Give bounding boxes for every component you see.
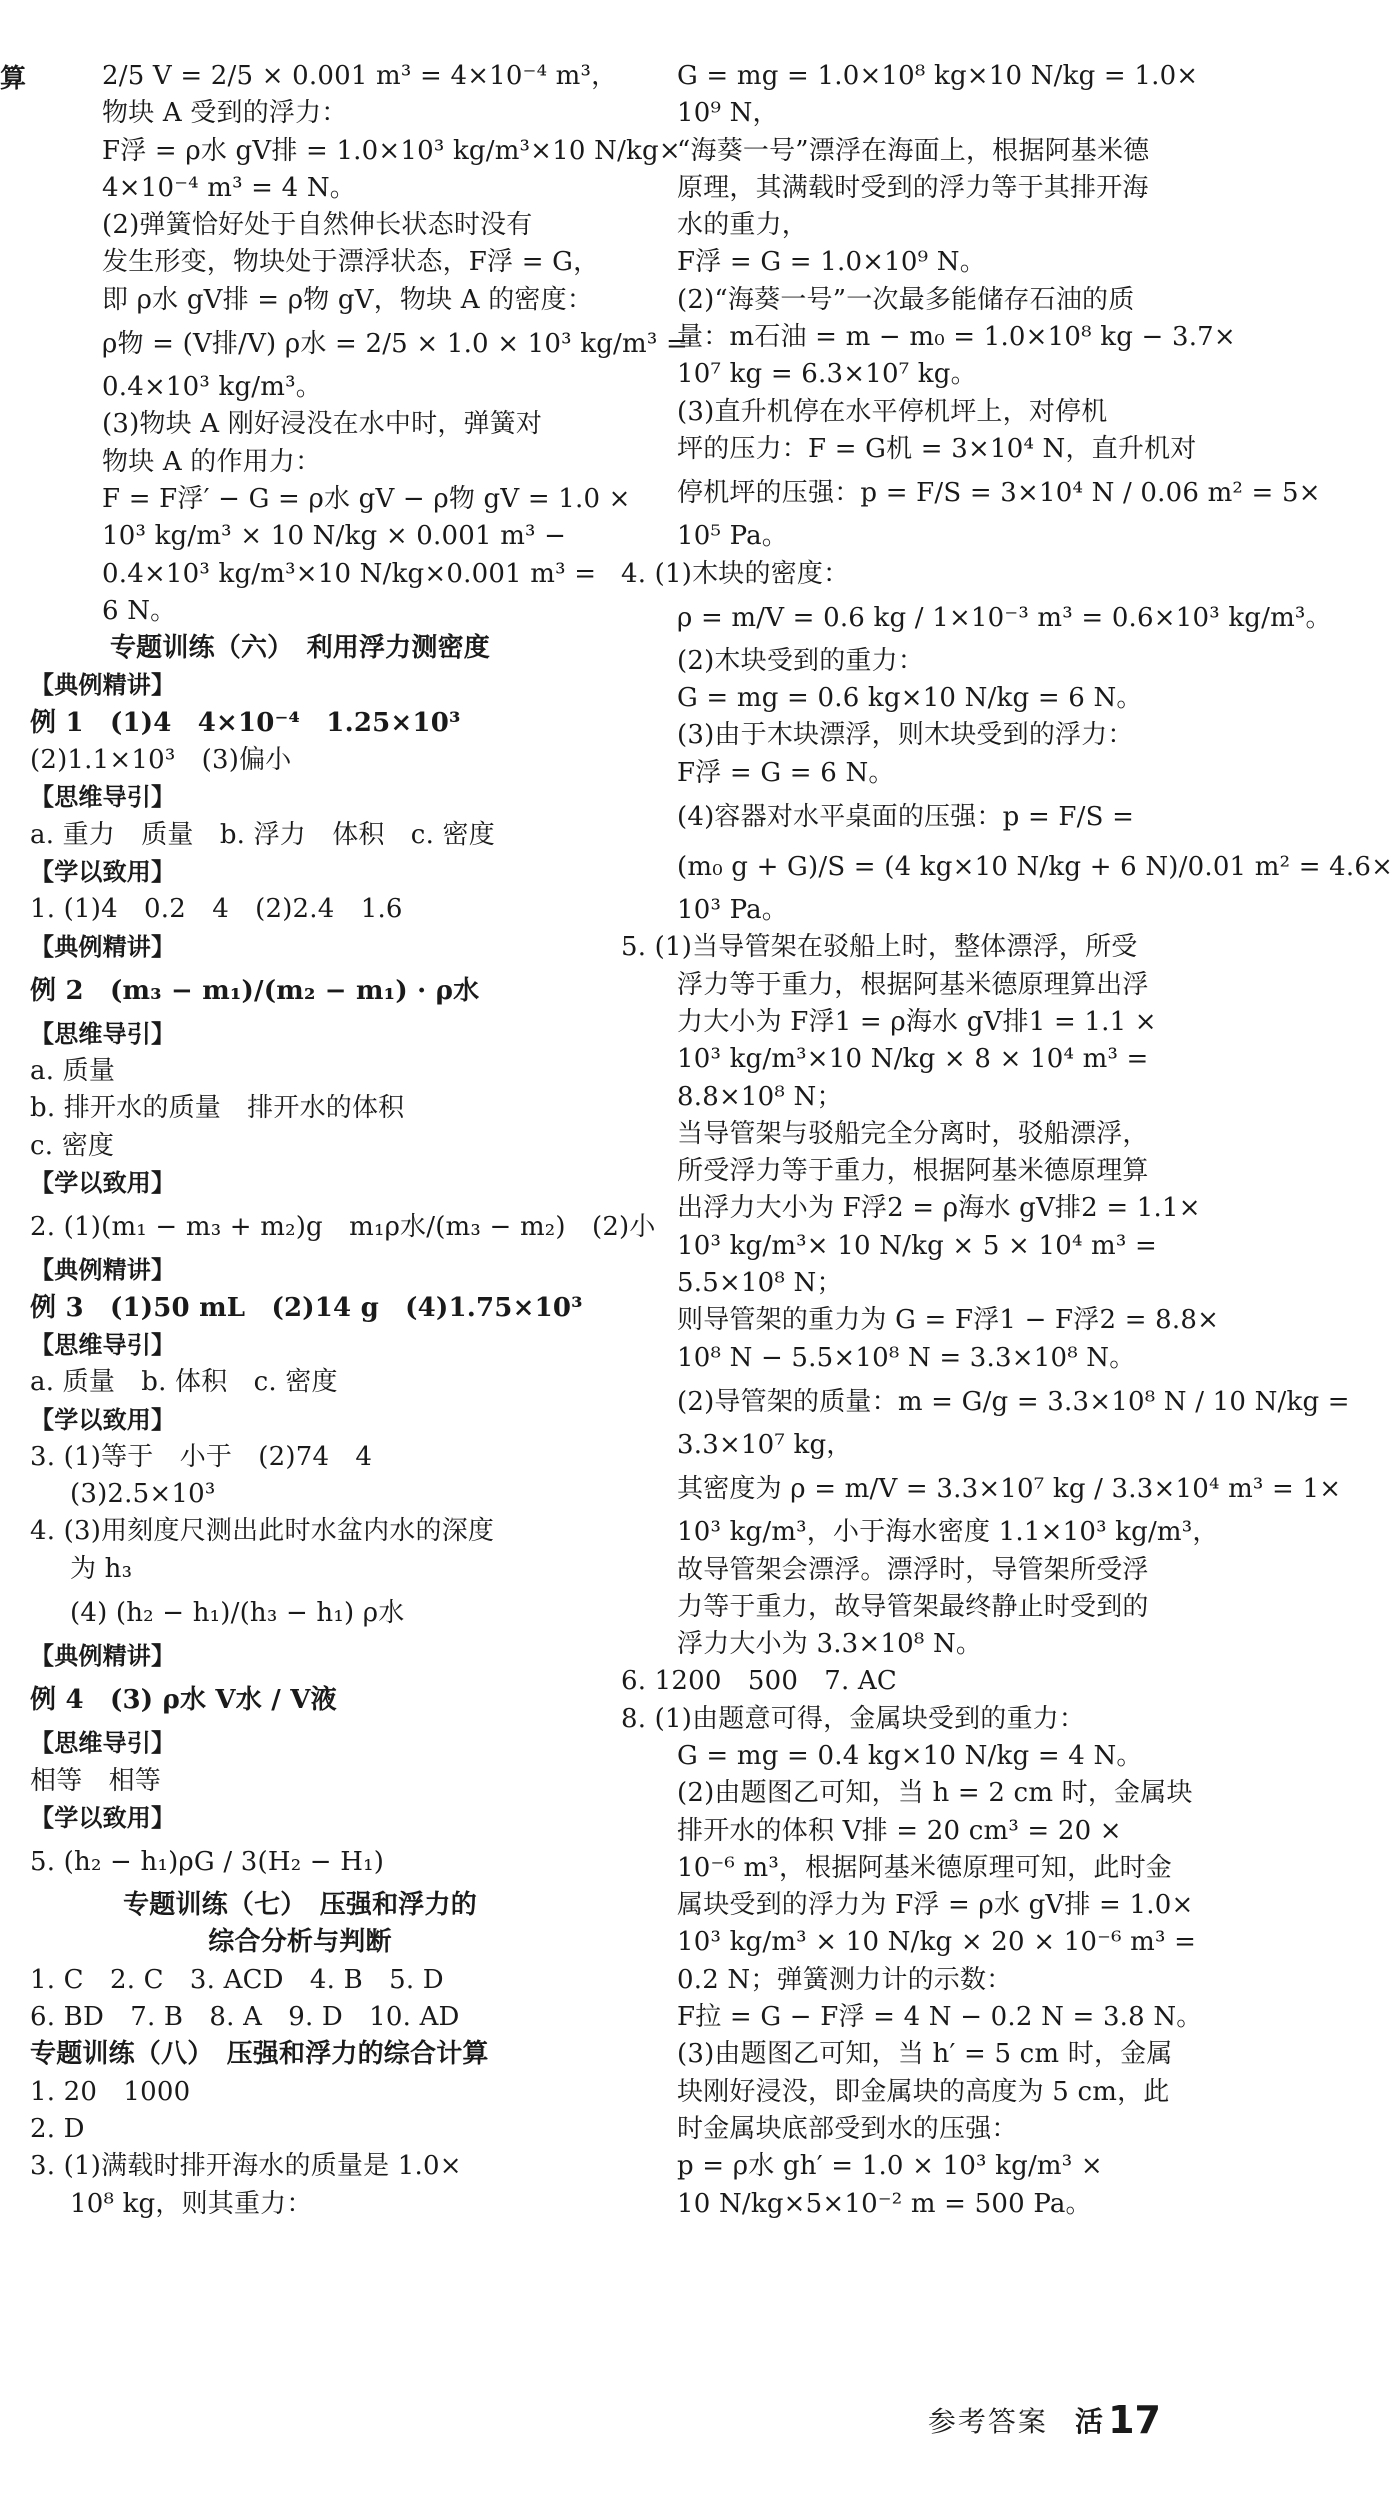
text-line: 【学以致用】 xyxy=(30,1803,176,1832)
text-line: (4) (h₂ − h₁)/(h₃ − h₁) ρ水 xyxy=(70,1597,405,1628)
text-line: 故导管架会漂浮。漂浮时，导管架所受浮 xyxy=(677,1554,1149,1585)
text-line: 10⁵ Pa。 xyxy=(677,521,788,552)
text-line: 1. C 2. C 3. ACD 4. B 5. D xyxy=(30,1964,444,1995)
text-line: 【思维导引】 xyxy=(30,1330,176,1359)
text-line: 2. (1)(m₁ − m₃ + m₂)g m₁ρ水/(m₃ − m₂) (2)小 xyxy=(30,1212,656,1243)
text-line: “海葵一号”漂浮在海面上，根据阿基米德 xyxy=(677,135,1150,166)
text-line: 例 2 (m₃ − m₁)/(m₂ − m₁) · ρ水 xyxy=(30,975,480,1006)
text-line: G = mg = 1.0×10⁸ kg×10 N/kg = 1.0× xyxy=(677,61,1199,91)
text-line: a. 重力 质量 b. 浮力 体积 c. 密度 xyxy=(30,819,495,850)
text-line: (3)直升机停在水平停机坪上，对停机 xyxy=(677,396,1108,427)
text-line: 发生形变，物块处于漂浮状态，F浮 = G， xyxy=(102,247,600,278)
text-line: 例 3 (1)50 mL (2)14 g (4)1.75×10³ xyxy=(30,1292,583,1323)
text-line: 【思维导引】 xyxy=(30,1729,176,1758)
text-line: 专题训练（八） 压强和浮力的综合计算 xyxy=(30,2039,489,2070)
text-line: 10⁹ N， xyxy=(677,98,779,129)
text-line: 6. 1200 500 7. AC xyxy=(621,1666,898,1697)
text-line: 10³ kg/m³×10 N/kg × 8 × 10⁴ m³ = xyxy=(677,1044,1149,1075)
text-line: ρ = m/V = 0.6 kg / 1×10⁻³ m³ = 0.6×10³ kg/m³。 xyxy=(677,602,1332,633)
text-line: (3)2.5×10³ xyxy=(70,1479,216,1510)
text-line: 【典例精讲】 xyxy=(30,671,176,700)
text-line: 浮力等于重力，根据阿基米德原理算出浮 xyxy=(677,969,1149,1000)
text-line: 4. (1)木块的密度： xyxy=(621,558,850,589)
text-line: 6 N。 xyxy=(102,595,177,626)
footer-brand: 活 xyxy=(1075,2405,1104,2438)
text-line: 原理，其满载时受到的浮力等于其排开海 xyxy=(677,172,1149,203)
text-line: (2)木块受到的重力： xyxy=(677,645,925,676)
text-line: (m₀ g + G)/S = (4 kg×10 N/kg + 6 N)/0.01 m² = 4.6× xyxy=(677,852,1393,883)
text-line: 物块 A 的作用力： xyxy=(102,446,322,477)
text-line: 1. 20 1000 xyxy=(30,2076,191,2107)
text-line: (2)由题图乙可知，当 h = 2 cm 时，金属块 xyxy=(677,1778,1193,1809)
text-line: 【学以致用】 xyxy=(30,857,176,886)
text-line: 10³ Pa。 xyxy=(677,895,788,926)
text-line: a. 质量 b. 体积 c. 密度 xyxy=(30,1367,338,1398)
text-line: 例 1 (1)4 4×10⁻⁴ 1.25×10³ xyxy=(30,707,461,738)
text-line: 为 h₃ xyxy=(70,1553,133,1584)
text-line: 3. (1)等于 小于 (2)74 4 xyxy=(30,1441,373,1472)
text-line: b. 排开水的质量 排开水的体积 xyxy=(30,1093,405,1124)
text-line: 则导管架的重力为 G = F浮1 − F浮2 = 8.8× xyxy=(677,1305,1220,1336)
text-line: 出浮力大小为 F浮2 = ρ海水 gV排2 = 1.1× xyxy=(677,1193,1201,1224)
text-line: 时金属块底部受到水的压强： xyxy=(677,2113,1018,2144)
text-line: 【典例精讲】 xyxy=(30,1641,176,1670)
text-line: 10⁷ kg = 6.3×10⁷ kg。 xyxy=(677,359,977,390)
text-line: (2)导管架的质量：m = G/g = 3.3×10⁸ N / 10 N/kg = xyxy=(677,1386,1350,1417)
text-line: 浮力大小为 3.3×10⁸ N。 xyxy=(677,1629,983,1660)
text-line: F浮 = G = 6 N。 xyxy=(677,757,895,788)
footer-label: 参考答案 xyxy=(927,2405,1048,2438)
text-line: F浮 = G = 1.0×10⁹ N。 xyxy=(677,247,986,278)
left-column xyxy=(30,58,688,2223)
text-line: 相等 相等 xyxy=(30,1765,162,1796)
text-line: 【典例精讲】 xyxy=(30,932,176,961)
text-line: 4. (3)用刻度尺测出此时水盆内水的深度 xyxy=(30,1516,495,1547)
text-line: (2)1.1×10³ (3)偏小 xyxy=(30,745,292,776)
text-line: (2)“海葵一号”一次最多能储存石油的质 xyxy=(677,284,1135,315)
text-line: 3. (1)满载时排开海水的质量是 1.0× xyxy=(30,2151,462,2182)
text-line: 所受浮力等于重力，根据阿基米德原理算 xyxy=(677,1156,1149,1187)
text-line: 【思维导引】 xyxy=(30,783,176,812)
text-line: F = F浮′ − G = ρ水 gV − ρ物 gV = 1.0 × xyxy=(102,483,631,514)
page-footer xyxy=(928,2398,1161,2442)
text-line: 6. BD 7. B 8. A 9. D 10. AD xyxy=(30,2002,460,2033)
text-line: 专题训练（六） 利用浮力测密度 xyxy=(109,633,490,664)
text-line: (3)物块 A 刚好浸没在水中时，弹簧对 xyxy=(102,409,543,440)
text-line: 例 4 (3) ρ水 V水 / V液 xyxy=(30,1685,337,1716)
text-line: 8.8×10⁸ N； xyxy=(677,1081,843,1112)
text-line: 10⁸ N − 5.5×10⁸ N = 3.3×10⁸ N。 xyxy=(677,1342,1136,1373)
text-line: 【思维导引】 xyxy=(30,1019,176,1048)
text-line: F浮 = ρ水 gV排 = 1.0×10³ kg/m³×10 N/kg× xyxy=(102,135,681,166)
text-line: 【学以致用】 xyxy=(30,1405,176,1434)
text-line: a. 质量 xyxy=(30,1056,116,1087)
text-line: 块刚好浸没，即金属块的高度为 5 cm，此 xyxy=(677,2076,1170,2107)
text-line: (3)由于木块漂浮，则木块受到的浮力： xyxy=(677,720,1134,751)
text-line: 量：m石油 = m − m₀ = 1.0×10⁸ kg − 3.7× xyxy=(677,322,1236,353)
right-column xyxy=(605,58,1393,2223)
text-line: 水的重力， xyxy=(677,210,809,241)
text-line: 0.4×10³ kg/m³。 xyxy=(102,372,322,403)
text-line: 停机坪的压强：p = F/S = 3×10⁴ N / 0.06 m² = 5× xyxy=(677,478,1321,509)
text-line: 3.3×10⁷ kg， xyxy=(677,1429,853,1460)
text-line: 0.4×10³ kg/m³×10 N/kg×0.001 m³ = xyxy=(102,558,597,589)
text-line: 2/5 V = 2/5 × 0.001 m³ = 4×10⁻⁴ m³， xyxy=(102,61,618,91)
text-line: 综合分析与判断 xyxy=(208,1927,392,1958)
text-line: 2. D xyxy=(30,2113,85,2144)
text-line: 排开水的体积 V排 = 20 cm³ = 20 × xyxy=(677,1815,1122,1846)
text-line: 10⁸ kg，则其重力： xyxy=(70,2188,313,2219)
text-line: 专题训练（七） 压强和浮力的 xyxy=(123,1890,477,1921)
text-line: 10³ kg/m³× 10 N/kg × 5 × 10⁴ m³ = xyxy=(677,1230,1157,1261)
text-line: 坪的压力：F = G机 = 3×10⁴ N，直升机对 xyxy=(677,433,1197,464)
text-line: 5.5×10⁸ N； xyxy=(677,1268,843,1299)
text-line: 【典例精讲】 xyxy=(30,1256,176,1285)
text-line: c. 密度 xyxy=(30,1130,115,1161)
text-line: 当导管架与驳船完全分离时，驳船漂浮， xyxy=(677,1118,1149,1149)
text-line: G = mg = 0.6 kg×10 N/kg = 6 N。 xyxy=(677,683,1143,714)
text-line: ρ物 = (V排/V) ρ水 = 2/5 × 1.0 × 10³ kg/m³ = xyxy=(102,329,688,360)
text-line: 5. (1)当导管架在驳船上时，整体漂浮，所受 xyxy=(621,932,1138,963)
text-line: 10⁻⁶ m³，根据阿基米德原理可知，此时金 xyxy=(677,1852,1172,1883)
text-line: 10³ kg/m³ × 10 N/kg × 0.001 m³ − xyxy=(102,521,567,552)
text-line: 力大小为 F浮1 = ρ海水 gV排1 = 1.1 × xyxy=(677,1006,1157,1037)
text-line: 物块 A 受到的浮力： xyxy=(102,98,348,129)
text-line: (3)由题图乙可知，当 h′ = 5 cm 时，金属 xyxy=(677,2039,1173,2070)
text-line: 1. (1)4 0.2 4 (2)2.4 1.6 xyxy=(30,894,403,925)
text-line: p = ρ水 gh′ = 1.0 × 10³ kg/m³ × xyxy=(677,2151,1103,2182)
text-line: G = mg = 0.4 kg×10 N/kg = 4 N。 xyxy=(677,1740,1143,1771)
text-line: (2)弹簧恰好处于自然伸长状态时没有 xyxy=(102,210,533,241)
page-number: 17 xyxy=(1108,2398,1161,2442)
text-line: 10 N/kg×5×10⁻² m = 500 Pa。 xyxy=(677,2188,1092,2219)
text-line: F拉 = G − F浮 = 4 N − 0.2 N = 3.8 N。 xyxy=(677,2002,1203,2033)
text-line: 8. (1)由题意可得，金属块受到的重力： xyxy=(621,1703,1086,1734)
text-line: 即 ρ水 gV排 = ρ物 gV，物块 A 的密度： xyxy=(102,284,594,315)
corner-fragment: 算 xyxy=(0,64,27,94)
text-line: 5. (h₂ − h₁)ρG / 3(H₂ − H₁) xyxy=(30,1847,385,1878)
text-line: 10³ kg/m³，小于海水密度 1.1×10³ kg/m³， xyxy=(677,1517,1219,1548)
text-line: 属块受到的浮力为 F浮 = ρ水 gV排 = 1.0× xyxy=(677,1890,1194,1921)
text-line: 【学以致用】 xyxy=(30,1169,176,1198)
text-line: 0.2 N；弹簧测力计的示数： xyxy=(677,1964,1013,1995)
text-line: 10³ kg/m³ × 10 N/kg × 20 × 10⁻⁶ m³ = xyxy=(677,1927,1197,1958)
text-line: 4×10⁻⁴ m³ = 4 N。 xyxy=(102,172,356,203)
text-line: (4)容器对水平桌面的压强：p = F/S = xyxy=(677,802,1135,833)
text-line: 力等于重力，故导管架最终静止时受到的 xyxy=(677,1591,1149,1622)
text-line: 其密度为 ρ = m/V = 3.3×10⁷ kg / 3.3×10⁴ m³ = 1× xyxy=(677,1474,1342,1505)
